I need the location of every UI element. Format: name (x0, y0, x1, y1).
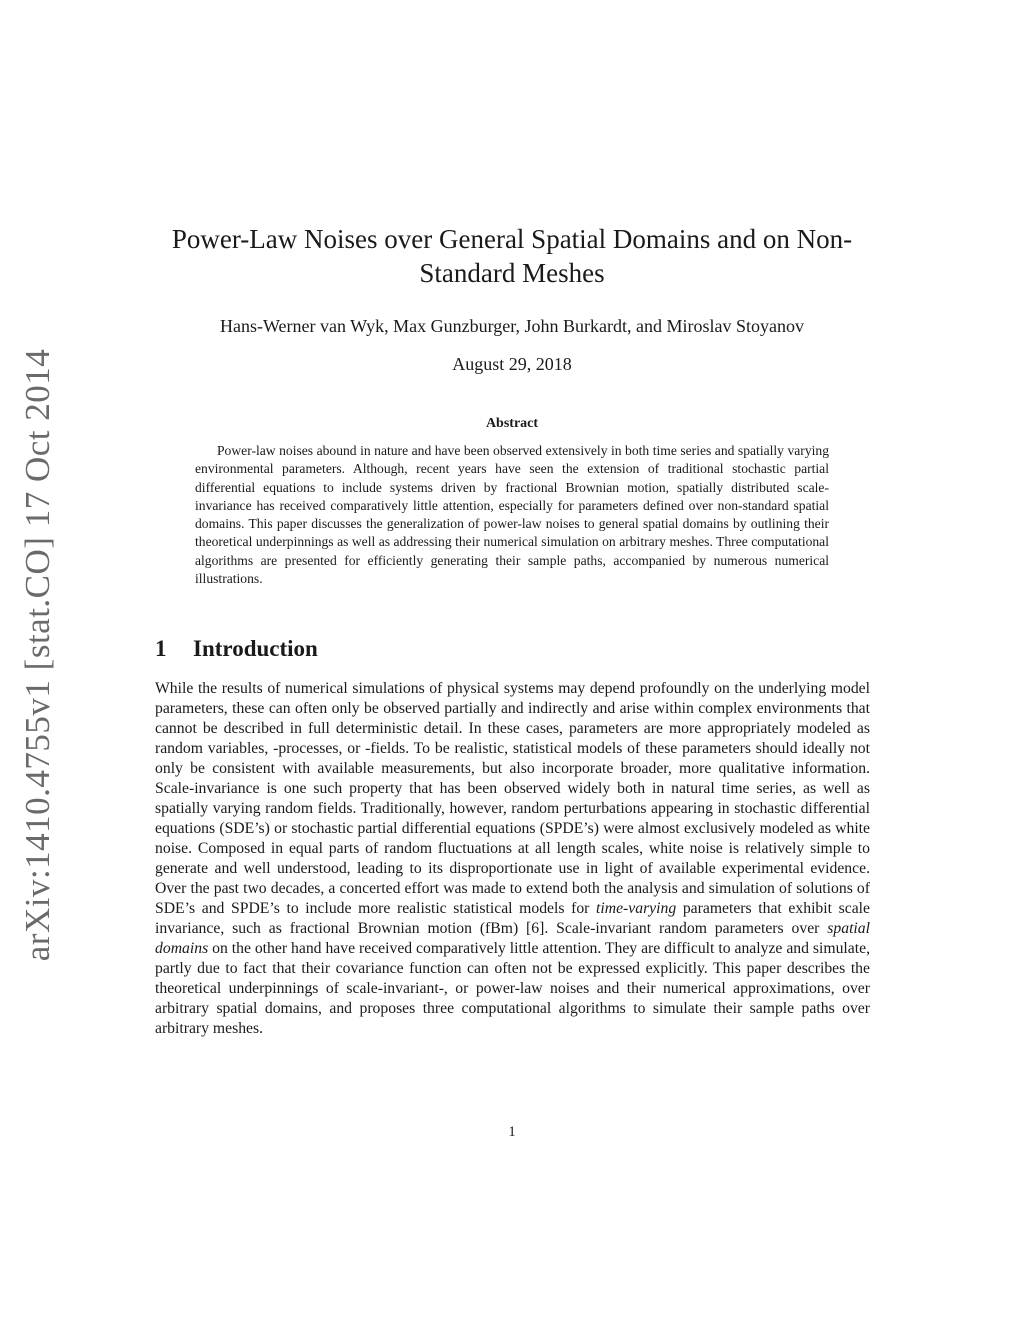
intro-text-part-1: While the results of numerical simulations of physical systems may depend profoundly on the underlying model parameters, these can often only be observed partially and indirectly and arise within complex environments that cannot be described in full deterministic detail. In these cases, parameters are more appropriately modeled as random variables, -processes, or -fields. To be realistic, statistical models of these parameters should ideally not only be consistent with available measurements, but also incorporate broader, more qualitative information. Scale-invariance is one such property that has been observed widely both in natural time series, as well as spatially varying random fields. Traditionally, however, random perturbations appearing in stochastic differential equations (SDE’s) or stochastic partial differential equations (SPDE’s) were almost exclusively modeled as white noise. Composed in equal parts of random fluctuations at all length scales, white noise is relatively simple to generate and well understood, leading to its disproportionate use in light of available experimental evidence. Over the past two decades, a concerted effort was made to extend both the analysis and simulation of solutions of SDE’s and SPDE’s to include more realistic statistical models for (155, 680, 870, 917)
author-list: Hans-Werner van Wyk, Max Gunzburger, John Burkardt, and Miroslav Stoyanov (220, 316, 804, 336)
intro-emphasis-spatial-domains: spatial domains (155, 920, 870, 957)
intro-text-part-3: on the other hand have received comparatively little attention. They are difficult to analyze and simulate, partly due to fact that their covariance function can often not be expressed explicitly. This paper describes the theoretical underpinnings of scale-invariant-, or power-law noises and their numerical approximations, over arbitrary spatial domains, and proposes three computational algorithms to simulate their sample paths over arbitrary meshes. (155, 940, 870, 1037)
introduction-paragraph (155, 679, 870, 1039)
arxiv-identifier-stamp: arXiv:1410.4755v1 [stat.CO] 17 Oct 2014 (18, 348, 57, 962)
intro-text-part-2: parameters that exhibit scale invariance, such as fractional Brownian motion (fBm) [6]. Scale-invariant random parameters over (155, 900, 870, 937)
section-heading (155, 636, 318, 662)
publication-date: August 29, 2018 (452, 354, 572, 374)
section-number: 1 (155, 636, 167, 661)
paper-title: Power-Law Noises over General Spatial Domains and on Non-Standard Meshes (171, 224, 853, 288)
intro-emphasis-time-varying: time-varying (596, 900, 677, 917)
section-title: Introduction (193, 636, 318, 661)
page-number: 1 (508, 1124, 516, 1140)
abstract-text: Power-law noises abound in nature and have been observed extensively in both time series and spatially varying environmental parameters. Although, recent years have seen the extension of traditional stochastic partial differential equations to include systems driven by fractional Brownian motion, spatially distributed scale-invariance has received comparatively little attention, especially for parameters defined over non-standard spatial domains. This paper discusses the generalization of power-law noises to general spatial domains by outlining their theoretical underpinnings as well as addressing their numerical simulation on arbitrary meshes. Three computational algorithms are presented for efficiently generating their sample paths, accompanied by numerous numerical illustrations. (195, 443, 829, 587)
abstract-heading: Abstract (485, 416, 539, 431)
